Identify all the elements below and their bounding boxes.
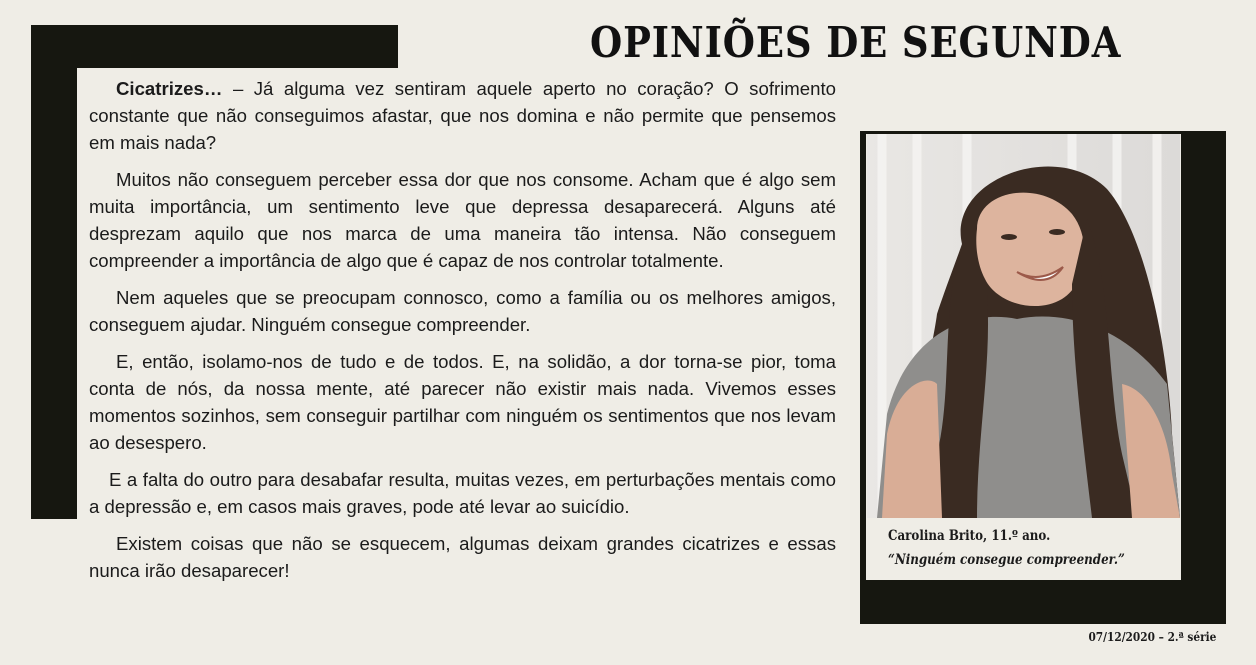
paragraph-6: Existem coisas que não se esquecem, algumas deixam grandes cicatrizes e essas nunca irão desaparecer! bbox=[89, 533, 836, 581]
article-body bbox=[89, 75, 836, 594]
page-title: OPINIÕES DE SEGUNDA bbox=[590, 18, 1122, 67]
paragraph-4: E, então, isolamo-nos de tudo e de todos. E, na solidão, a dor torna-se pior, toma conta de nós, da nossa mente, até parecer não existir mais nada. Vivemos esses momentos sozinhos, sem conseguir partilhar com ninguém os sentimentos que nos levam ao desespero. bbox=[89, 351, 836, 453]
decorative-left-bar bbox=[31, 25, 77, 519]
paragraph-1 bbox=[89, 75, 836, 156]
paragraph-2: Muitos não conseguem perceber essa dor que nos consome. Acham que é algo sem muita importância, um sentimento leve que depressa desaparecerá. Alguns até desprezam aquilo que nos marca de uma maneira tão intensa. Não conseguem compreender a importância de algo que é capaz de nos controlar totalmente. bbox=[89, 169, 836, 271]
author-photo bbox=[867, 134, 1180, 518]
article-lead: Cicatrizes… bbox=[116, 78, 223, 99]
author-portrait-image bbox=[867, 134, 1180, 518]
caption-author: Carolina Brito, 11.º ano. bbox=[888, 528, 1051, 544]
caption-quote: “Ninguém consegue compreender.” bbox=[888, 552, 1125, 568]
paragraph-5: E a falta do outro para desabafar resulta, muitas vezes, em perturbações mentais como a depressão e, em casos mais graves, pode até levar ao suicídio. bbox=[89, 469, 836, 517]
paragraph-3: Nem aqueles que se preocupam connosco, como a família ou os melhores amigos, conseguem ajudar. Ninguém consegue compreender. bbox=[89, 287, 836, 335]
footer-date-grade: 07/12/2020 – 2.ª série bbox=[1088, 630, 1216, 644]
decorative-top-bar bbox=[31, 25, 398, 68]
paragraph-1-text: – Já alguma vez sentiram aquele aperto no coração? O sofrimento constante que não conseguimos afastar, que nos domina e não permite que pensemos em mais nada? bbox=[89, 78, 836, 153]
photo-caption bbox=[888, 524, 1143, 572]
